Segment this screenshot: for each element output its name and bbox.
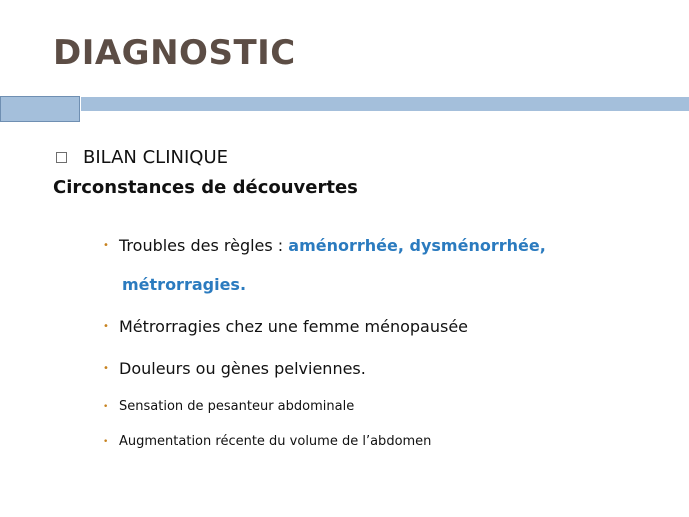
bullet-highlight: aménorrhée, dysménorrhée, (288, 236, 546, 255)
bullet-item (103, 398, 354, 416)
section-item (56, 147, 228, 168)
section-label: BILAN CLINIQUE (83, 147, 228, 168)
bullet-text: Augmentation récente du volume de l’abdomen (119, 434, 432, 449)
bullet-dot-icon: • (103, 437, 109, 447)
slide-subtitle: Circonstances de découvertes (53, 177, 358, 198)
bullet-prefix: Troubles des règles : (119, 236, 289, 255)
bullet-highlight-continued: métrorragies. (122, 275, 247, 294)
title-band (81, 97, 689, 111)
bullet-dot-icon: • (103, 402, 109, 412)
bullet-text (119, 235, 546, 257)
bullet-item (103, 235, 546, 257)
title-band-square (0, 96, 80, 122)
bullet-item (103, 358, 366, 380)
bullet-dot-icon: • (103, 363, 109, 374)
slide-title: DIAGNOSTIC (53, 33, 296, 73)
bullet-dot-icon: • (103, 321, 109, 332)
bullet-text: Sensation de pesanteur abdominale (119, 399, 355, 414)
bullet-text: Douleurs ou gènes pelviennes. (119, 359, 366, 378)
square-bullet-icon (56, 152, 67, 163)
bullet-dot-icon: • (103, 240, 109, 251)
bullet-text: Métrorragies chez une femme ménopausée (119, 317, 469, 336)
bullet-item (103, 316, 468, 338)
bullet-item (103, 433, 431, 451)
